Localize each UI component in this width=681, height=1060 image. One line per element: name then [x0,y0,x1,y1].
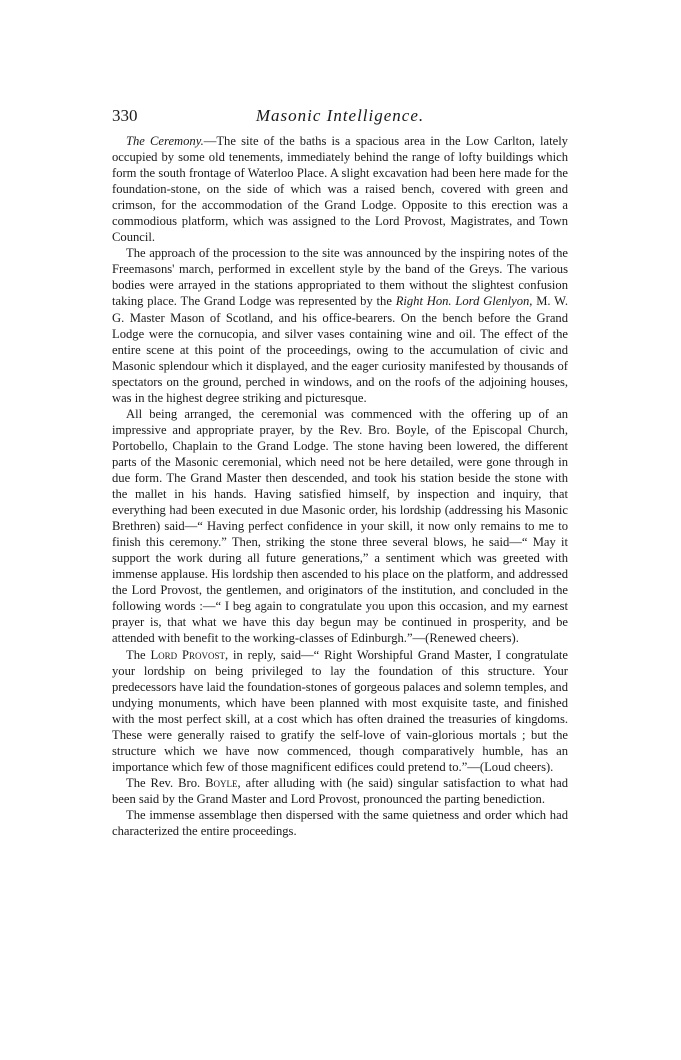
paragraph-text: The immense assemblage then dispersed with the same quietness and order which had characterized the entire proceedings. [112,807,568,839]
page-header [112,106,568,130]
paragraph-ceremony [112,133,568,245]
paragraph-ceremonial [112,406,568,647]
paragraph-benediction [112,775,568,807]
paragraph-text: —The site of the baths is a spacious area in the Low Carlton, lately occupied by some old tenements, immediately behind the range of lofty buildings which form the south frontage of Waterloo Place. A slight excavation had been here made for the foundation-stone, on the side of which was a raised bench, covered with green and crimson, for the accommodation of the Grand Lodge. Opposite to this erection was a commodious platform, which was assigned to the Lord Provost, Magistrates, and Town Council. [112,134,568,245]
paragraph-procession [112,245,568,405]
speaker-name: Lord Provost [150,647,226,662]
paragraph-text: The [126,647,151,662]
page-number: 330 [112,106,138,125]
paragraph-text: , in reply, said—“ Right Worshipful Grand Master, I congratulate your lordship on being privileged to lay the foundation of this structure. Your predecessors have laid the foundation-stones of gorgeous palaces and solemn temples, and undying monuments, which have been planned with most exquisite taste, and finished with the most perfect skill, at a cost which has often drained the treasuries of kingdoms. These were generally raised to gratify the self-love of vain-glorious mortals ; but the structure which we have now commenced, though comparatively humble, has an importance which few of those magnificent edifices could pretend to.”—(Loud cheers). [112,647,568,774]
article-body [112,133,568,839]
person-name: Right Hon. Lord Glenlyon, [395,294,533,309]
paragraph-text: The Rev. Bro. [126,775,206,790]
paragraph-text: M. W. G. Master Mason of Scotland, and his office-bearers. On the bench before the Grand Lodge were the cornucopia, and silver vases containing wine and oil. The effect of the entire scene at this point of the proceedings, owing to the accumulation of civic and Masonic splendour which it displayed, and the eager curiosity manifested by thousands of spectators on the ground, perched in windows, and on the roofs of the adjoining houses, was in the highest degree striking and picturesque. [112,294,568,405]
paragraph-text: All being arranged, the ceremonial was commenced with the offering up of an impressive and appropriate prayer, by the Rev. Bro. Boyle, of the Episcopal Church, Portobello, Chaplain to the Grand Lodge. The stone having been lowered, the different parts of the Masonic ceremonial, which need not be here detailed, were gone through in due form. The Grand Master then descended, and took his station beside the stone with the mallet in his hands. Having satisfied himself, by inspection and inquiry, that everything had been executed in due Masonic order, his lordship (addressing his Masonic Brethren) said—“ Having perfect confidence in your skill, it now only remains to me to finish this ceremony.” Then, striking the stone three several blows, he said—“ May it support the work during all future generations,” a sentiment which was greeted with immense applause. His lordship then ascended to his place on the platform, and addressed the Lord Provost, the gentlemen, and originators of the institution, and concluded in the following words :—“ I beg again to congratulate you upon this occasion, and my earnest prayer is, that what we have this day begun may be continued in prosperity, and be attended with benefit to the working-classes of Edinburgh.”—(Renewed cheers). [112,406,568,646]
paragraph-text: , after alluding with (he said) singular satisfaction to what had been said by the Grand Master and Lord Provost, pronounced the parting benediction. [112,775,569,806]
paragraph-lord-provost-reply [112,647,568,775]
paragraph-text: The approach of the procession to the site was announced by the inspiring notes of the Freemasons' march, performed in excellent style by the band of the Greys. The various bodies were arrayed in the stations appropriated to them without the slightest confusion taking place. The Grand Lodge was represented by the [112,246,568,309]
paragraph-dispersal [112,807,568,839]
running-title: Masonic Intelligence. [255,106,425,125]
section-heading: The Ceremony. [126,134,204,148]
speaker-name: Boyle [205,775,238,790]
